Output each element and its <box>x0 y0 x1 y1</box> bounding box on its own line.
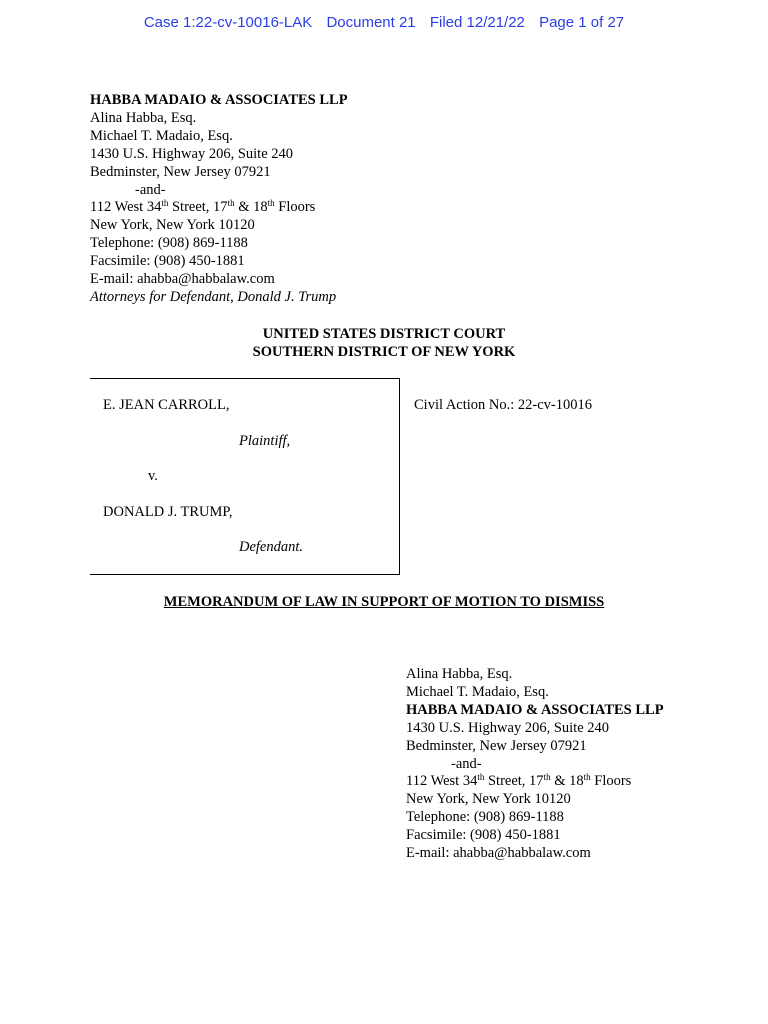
memo-title: MEMORANDUM OF LAW IN SUPPORT OF MOTION TO DISMISS <box>163 594 605 610</box>
and-separator: -and- <box>451 755 482 772</box>
telephone: Telephone: (908) 869-1188 <box>406 809 564 826</box>
attorney-name: Alina Habba, Esq. <box>406 666 513 682</box>
court-name: UNITED STATES DISTRICT COURT SOUTHERN DISTRICT OF NEW YORK <box>252 326 516 360</box>
telephone: Telephone: (908) 869-1188 <box>90 235 248 252</box>
defendant-name: DONALD J. TRUMP, <box>103 504 233 520</box>
email: E-mail: ahabba@habbalaw.com <box>90 271 275 288</box>
page-number: Page 1 of 27 <box>539 14 625 31</box>
address-line: 1430 U.S. Highway 206, Suite 240 <box>90 145 293 162</box>
versus: v. <box>148 468 158 484</box>
counsel-role: Attorneys for Defendant, Donald J. Trump <box>90 288 337 305</box>
facsimile: Facsimile: (908) 450-1881 <box>406 827 561 844</box>
attorney-name: Michael T. Madaio, Esq. <box>90 127 233 144</box>
civil-action-number: Civil Action No.: 22-cv-10016 <box>414 397 593 413</box>
address-line: New York, New York 10120 <box>90 217 255 234</box>
firm-name: HABBA MADAIO & ASSOCIATES LLP <box>406 701 664 718</box>
facsimile: Facsimile: (908) 450-1881 <box>90 253 245 270</box>
counsel-block <box>90 92 348 307</box>
address-line: New York, New York 10120 <box>406 791 571 808</box>
attorney-name: Michael T. Madaio, Esq. <box>406 683 549 700</box>
plaintiff-name: E. JEAN CARROLL, <box>103 397 230 413</box>
address-line: 112 West 34th Street, 17th & 18th Floors <box>406 772 632 790</box>
and-separator: -and- <box>135 181 166 198</box>
defendant-label: Defendant. <box>239 539 304 555</box>
address-line: 112 West 34th Street, 17th & 18th Floors <box>90 198 316 216</box>
email: E-mail: ahabba@habbalaw.com <box>406 845 591 862</box>
filed-date: Filed 12/21/22 <box>429 14 525 31</box>
signature-block <box>406 666 664 863</box>
address-line: Bedminster, New Jersey 07921 <box>406 737 587 754</box>
address-line: Bedminster, New Jersey 07921 <box>90 163 271 180</box>
ecf-header <box>0 14 768 31</box>
address-line: 1430 U.S. Highway 206, Suite 240 <box>406 719 609 736</box>
attorney-name: Alina Habba, Esq. <box>90 109 197 126</box>
plaintiff-label: Plaintiff, <box>239 433 291 449</box>
case-number: Case 1:22-cv-10016-LAK <box>143 14 313 31</box>
firm-name: HABBA MADAIO & ASSOCIATES LLP <box>90 92 348 108</box>
document-number: Document 21 <box>326 14 416 31</box>
